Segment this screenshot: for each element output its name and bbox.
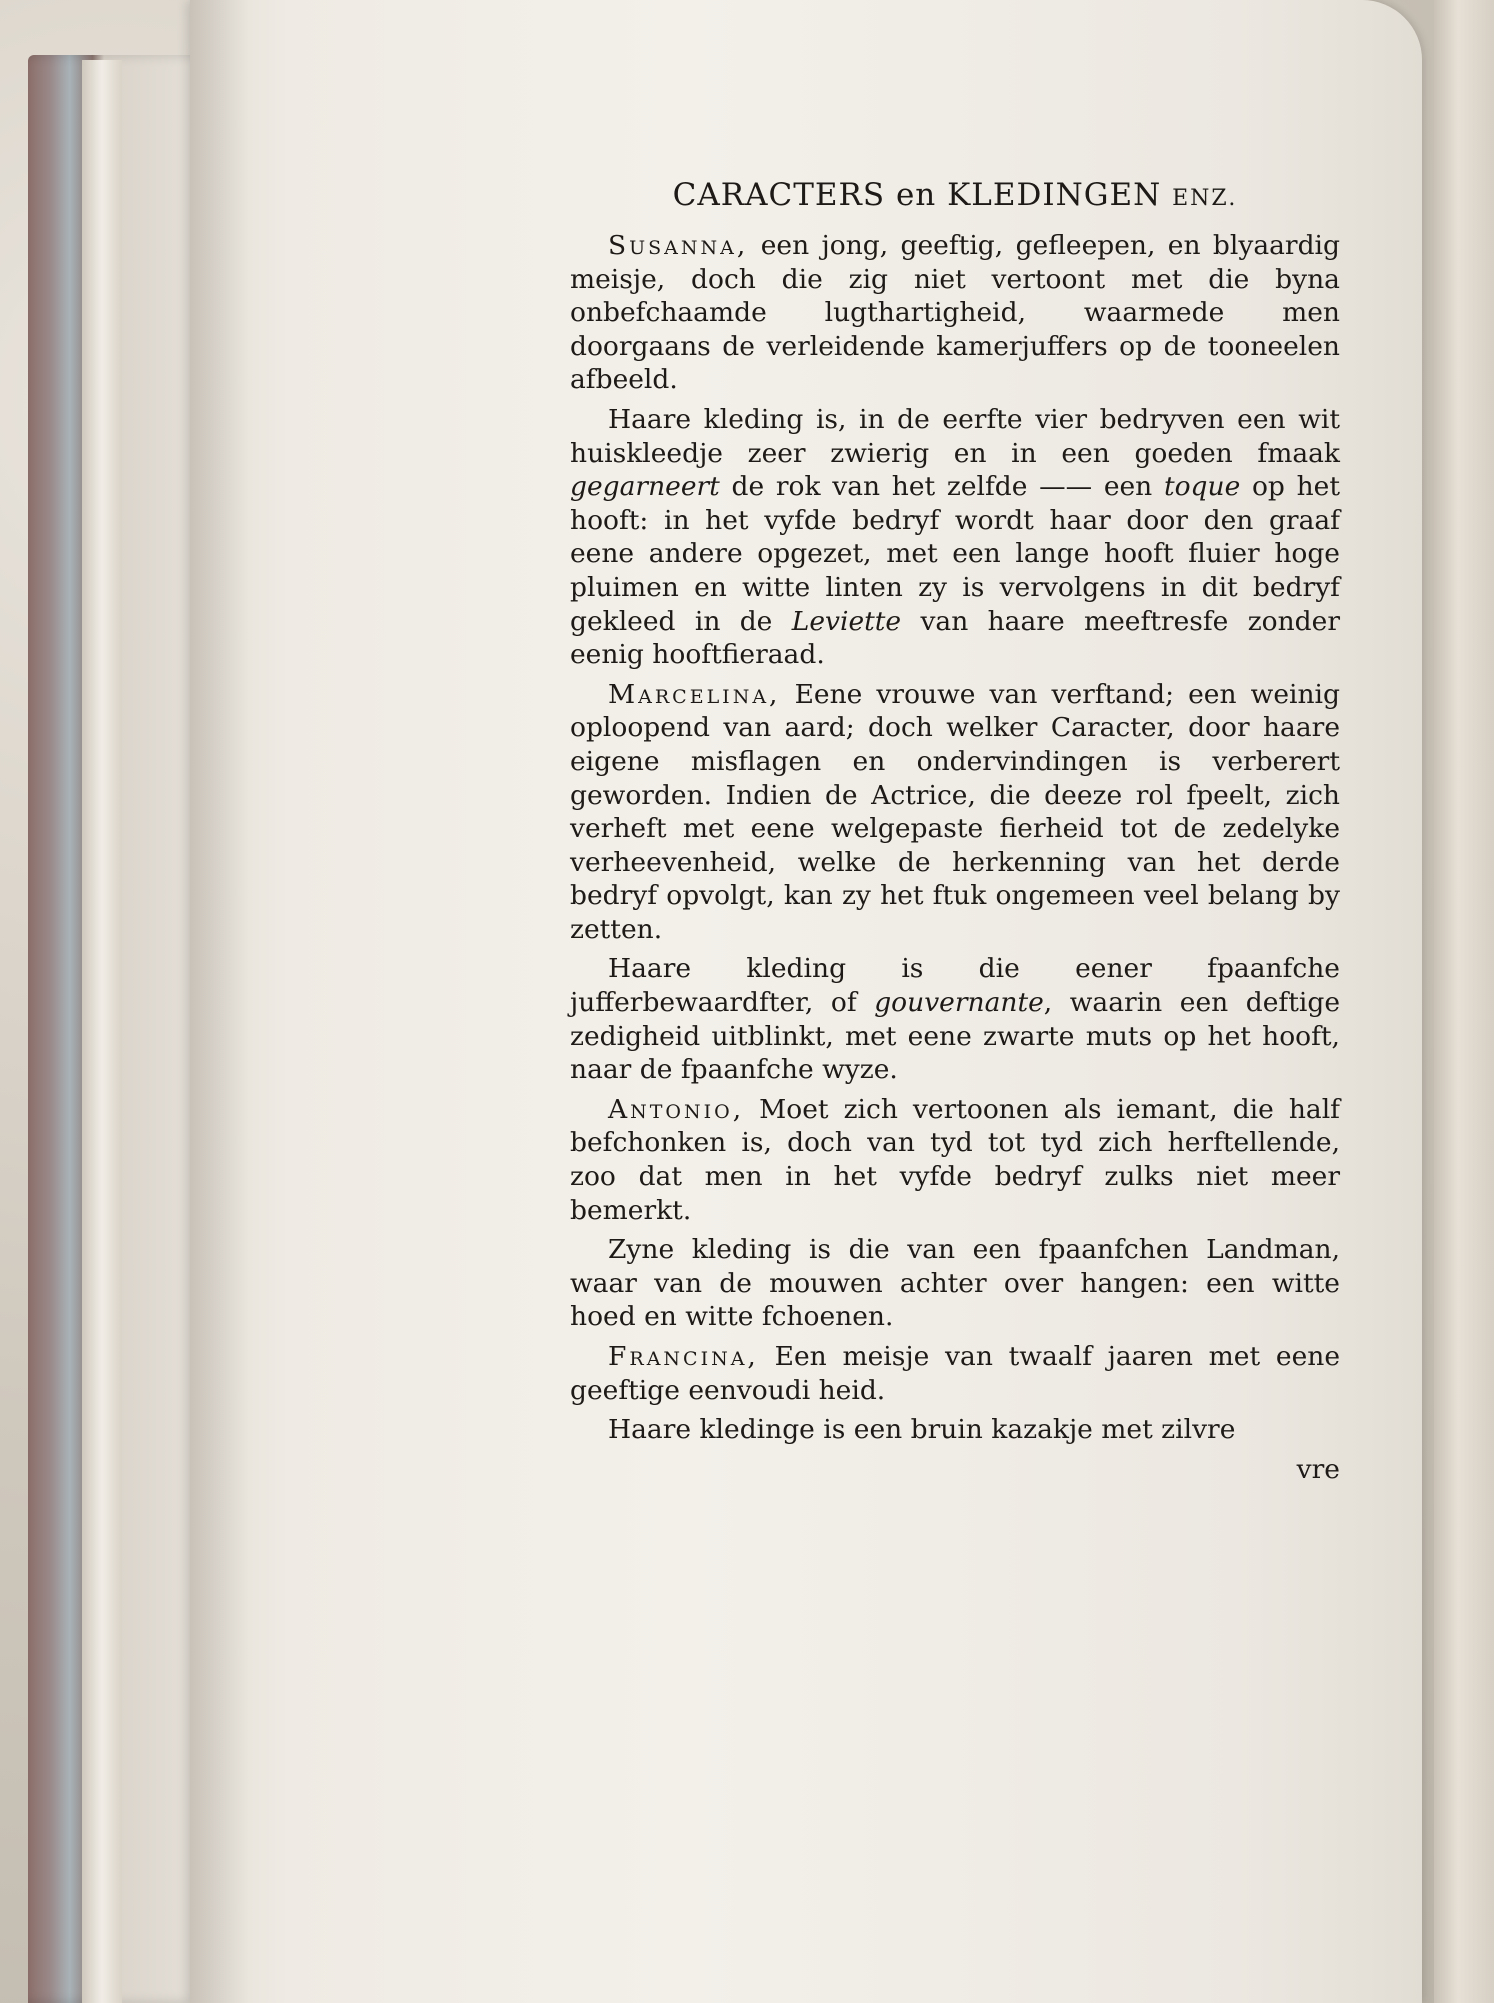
paragraph-antonio-dress: [570, 1233, 1340, 1334]
italic-term: toque: [1163, 471, 1241, 503]
page-heading: [570, 175, 1340, 219]
paragraph-text: van haare meeftresfe zonder eenig hooftfieraad.: [570, 605, 1340, 671]
character-name: Francina,: [608, 1341, 759, 1372]
character-name: Antonio,: [608, 1093, 745, 1125]
next-page-edge: [1434, 0, 1494, 2003]
gutter-shadow: [190, 0, 250, 2003]
paragraph-text: Een meisje van twaalf jaaren met eene geeftige eenvoudi heid.: [570, 1341, 1340, 1406]
paragraph-text: Zyne kleding is die van een fpaanfchen Landman, waar van de mouwen achter over hangen: een witte hoed en witte fchoenen.: [570, 1234, 1340, 1333]
page-edges: [82, 60, 122, 2003]
heading-main: CARACTERS en KLEDINGEN: [672, 177, 1162, 213]
heading-suffix: ENZ.: [1172, 186, 1238, 211]
paragraph-text: op het hooft: in het vyfde bedryf wordt haar door den graaf eene andere opgezet, met een lange hooft fluier hoge pluimen en witte linten zy is vervolgens in dit bedryf gekleed in de: [570, 471, 1340, 637]
paragraph-text: Moet zich vertoonen als iemant, die half befchonken is, doch van tyd tot tyd zich herftellende, zoo dat men in het vyfde bedryf zulks niet meer bemerkt.: [570, 1093, 1340, 1226]
character-name: Marcelina,: [608, 678, 781, 710]
italic-term: gegarneert: [570, 471, 720, 503]
paragraph-text: , waarin een deftige zedigheid uitblinkt, met eene zwarte muts op het hooft, naar de fpaanfche wyze.: [570, 987, 1340, 1086]
character-name: Susanna,: [608, 230, 749, 261]
italic-term: gouvernante: [874, 987, 1044, 1019]
italic-term: Leviette: [791, 605, 902, 637]
paragraph-susanna: [570, 229, 1340, 397]
paragraph-text: Haare kleding is, in de eerfte vier bedryven een wit huiskleedje zeer zwierig en in een goeden fmaak: [570, 403, 1340, 469]
page-text: [570, 175, 1340, 1486]
paragraph-antonio: [570, 1093, 1340, 1227]
paragraph-francina-dress: [570, 1413, 1340, 1447]
paragraph-text: Haare kleding is die eener fpaanfche jufferbewaardfter, of: [570, 953, 1340, 1019]
catchword: vre: [1296, 1453, 1340, 1485]
paragraph-susanna-dress: [570, 403, 1340, 672]
paragraph-francina: [570, 1340, 1340, 1407]
paragraph-marcelina: [570, 678, 1340, 947]
paragraph-text: Eene vrouwe van verftand; een weinig oploopend van aard; doch welker Caracter, door haare eigene misflagen en ondervindingen is verberert geworden. Indien de Actrice, die deeze rol fpeelt, zich verheft met eene welgepaste fierheid tot de zedelyke verheevenheid, welke de herkenning van het derde bedryf opvolgt, kan zy het ftuk ongemeen veel belang by zetten.: [570, 678, 1340, 945]
paragraph-text: Haare kledinge is een bruin kazakje met zilvre: [608, 1414, 1236, 1446]
paragraph-marcelina-dress: [570, 952, 1340, 1086]
paragraph-text: een jong, geeftig, gefleepen, en blyaardig meisje, doch die zig niet vertoont met die byna onbefchaamde lugthartigheid, waarmede men doorgaans de verleidende kamerjuffers op de tooneelen afbeeld.: [570, 230, 1340, 396]
paragraph-text: de rok van het zelfde —— een: [719, 471, 1164, 503]
